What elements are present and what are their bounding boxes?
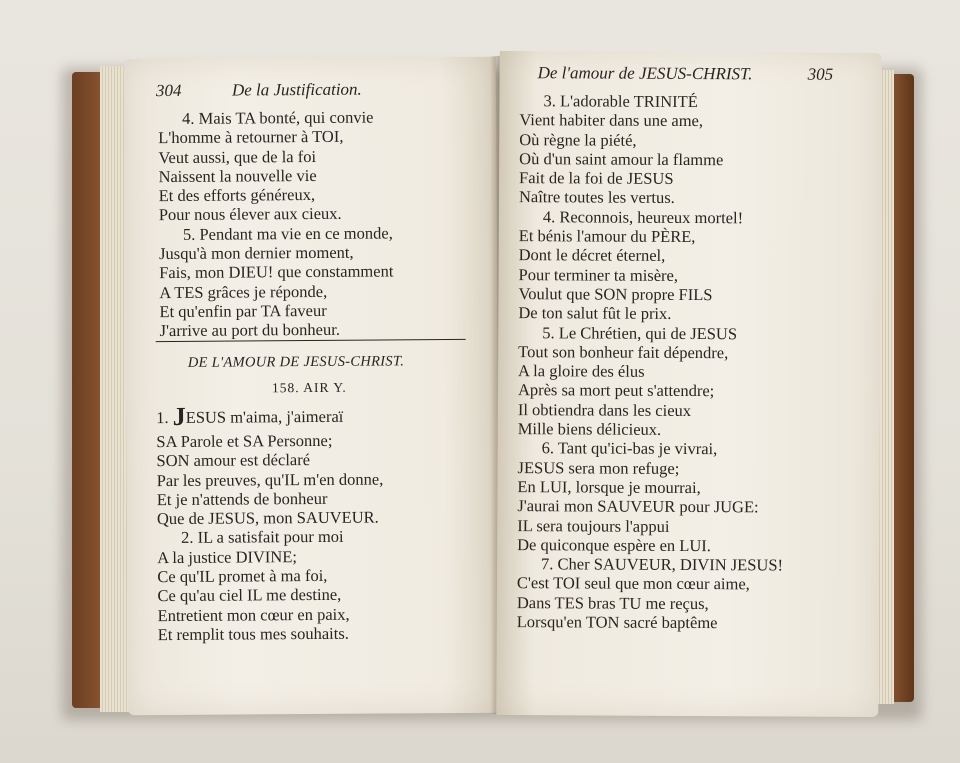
verse-line: 7. Cher SAUVEUR, DIVIN JESUS! — [541, 554, 784, 575]
stanzas-bottom — [156, 431, 384, 645]
verse-line: Fait de la foi de JESUS — [519, 168, 674, 189]
verse-line: Naissent la nouvelle vie — [158, 165, 317, 186]
verse-line: J'aurai mon SAUVEUR pour JUGE: — [517, 496, 759, 517]
verse-line: Ce qu'au ciel IL me destine, — [157, 585, 342, 606]
verse-line: Il obtiendra dans les cieux — [517, 399, 692, 420]
verse-line: A la gloire des élus — [518, 361, 645, 381]
verse-line: Vient habiter dans une ame, — [519, 110, 704, 131]
drop-cap: J — [172, 401, 186, 431]
verse-line: IL sera toujours l'appui — [517, 515, 670, 536]
verse-line: Entretient mon cœur en paix, — [157, 604, 350, 625]
verse-line: Mille biens délicieux. — [517, 419, 662, 439]
right-stanzas — [517, 91, 786, 633]
verse-line: Pour nous élever aux cieux. — [158, 204, 342, 225]
verse-line: Tout son bonheur fait dépendre, — [518, 341, 729, 363]
verse-line: 6. Tant qu'ici-bas je vivrai, — [541, 438, 718, 459]
verse-line: Naître toutes les vertus. — [518, 187, 675, 208]
verse-line: 3. L'adorable TRINITÉ — [543, 91, 698, 112]
verse-line: Et qu'enfin par TA faveur — [159, 300, 327, 322]
running-head-left: De la Justification. — [231, 79, 362, 100]
verse-line: 4. Mais TA bonté, qui convie — [182, 107, 374, 128]
verse-line: SON amour est déclaré — [156, 450, 311, 471]
verse-line: A la justice DIVINE; — [157, 546, 298, 567]
verse-line: Jusqu'à mon dernier moment, — [159, 242, 354, 264]
stanzas-top — [158, 107, 394, 340]
verse-line: 5. Le Chrétien, qui de JESUS — [542, 322, 738, 343]
verse-line: JESUS sera mon refuge; — [517, 457, 680, 478]
verse-line: Pour terminer ta misère, — [518, 264, 679, 285]
page-number-left: 304 — [155, 80, 182, 101]
section-title: DE L'AMOUR DE JESUS-CHRIST. — [187, 353, 405, 371]
verse-line: Par les preuves, qu'IL m'en donne, — [156, 469, 384, 490]
verse-line: Et des efforts généreux, — [158, 185, 316, 206]
verse-line: Dont le décret éternel, — [518, 245, 666, 266]
verse-line: 4. Reconnois, heureux mortel! — [542, 207, 744, 228]
verse-line: C'est TOI seul que mon cœur aime, — [516, 573, 750, 594]
running-head-right: De l'amour de JESUS-CHRIST. — [537, 63, 753, 84]
verse-line: A TES grâces je réponde, — [159, 281, 328, 302]
verse-line: 2. IL a satisfait pour moi — [180, 527, 344, 548]
verse-line: Voulut que SON propre FILS — [518, 284, 713, 305]
verse-line: Ce qu'IL promet à ma foi, — [157, 565, 328, 587]
verse-line: SA Parole et SA Personne; — [156, 430, 333, 452]
verse-line: Et bénis l'amour du PÈRE, — [518, 226, 696, 247]
verse-line: J'arrive au port du bonheur. — [159, 320, 340, 341]
verse-line: Que de JESUS, mon SAUVEUR. — [156, 507, 379, 529]
verse-line: De ton salut fût le prix. — [518, 303, 672, 324]
verse-line: En LUI, lorsque je mourrai, — [517, 477, 701, 498]
verse-line: Lorsqu'en TON sacré baptême — [516, 612, 718, 633]
first-line — [156, 401, 344, 431]
verse-line: Fais, mon DIEU! que constamment — [159, 261, 394, 283]
verse-line: De quiconque espère en LUI. — [517, 534, 712, 555]
verse-line: Et je n'attends de bonheur — [156, 488, 328, 509]
verse-line: Où règne la piété, — [519, 129, 637, 150]
verse-line: Après sa mort peut s'attendre; — [517, 380, 715, 401]
verse-line: Où d'un saint amour la flamme — [519, 148, 724, 170]
page-number-right: 305 — [807, 64, 834, 84]
verse-line: Dans TES bras TU me reçus, — [516, 592, 709, 613]
left-page — [124, 57, 501, 716]
verse-line: Veut aussi, que de la foi — [158, 146, 317, 167]
verse-line: Et remplit tous mes souhaits. — [157, 623, 349, 645]
right-page — [496, 51, 881, 717]
verse-number: 1. — [156, 408, 169, 428]
first-line-rest: ESUS m'aima, j'aimeraï — [185, 406, 344, 427]
verse-line: L'homme à retourner à TOI, — [158, 127, 344, 148]
hymn-number: 158. AIR Y. — [271, 379, 347, 396]
verse-line: 5. Pendant ma vie en ce monde, — [182, 223, 393, 244]
